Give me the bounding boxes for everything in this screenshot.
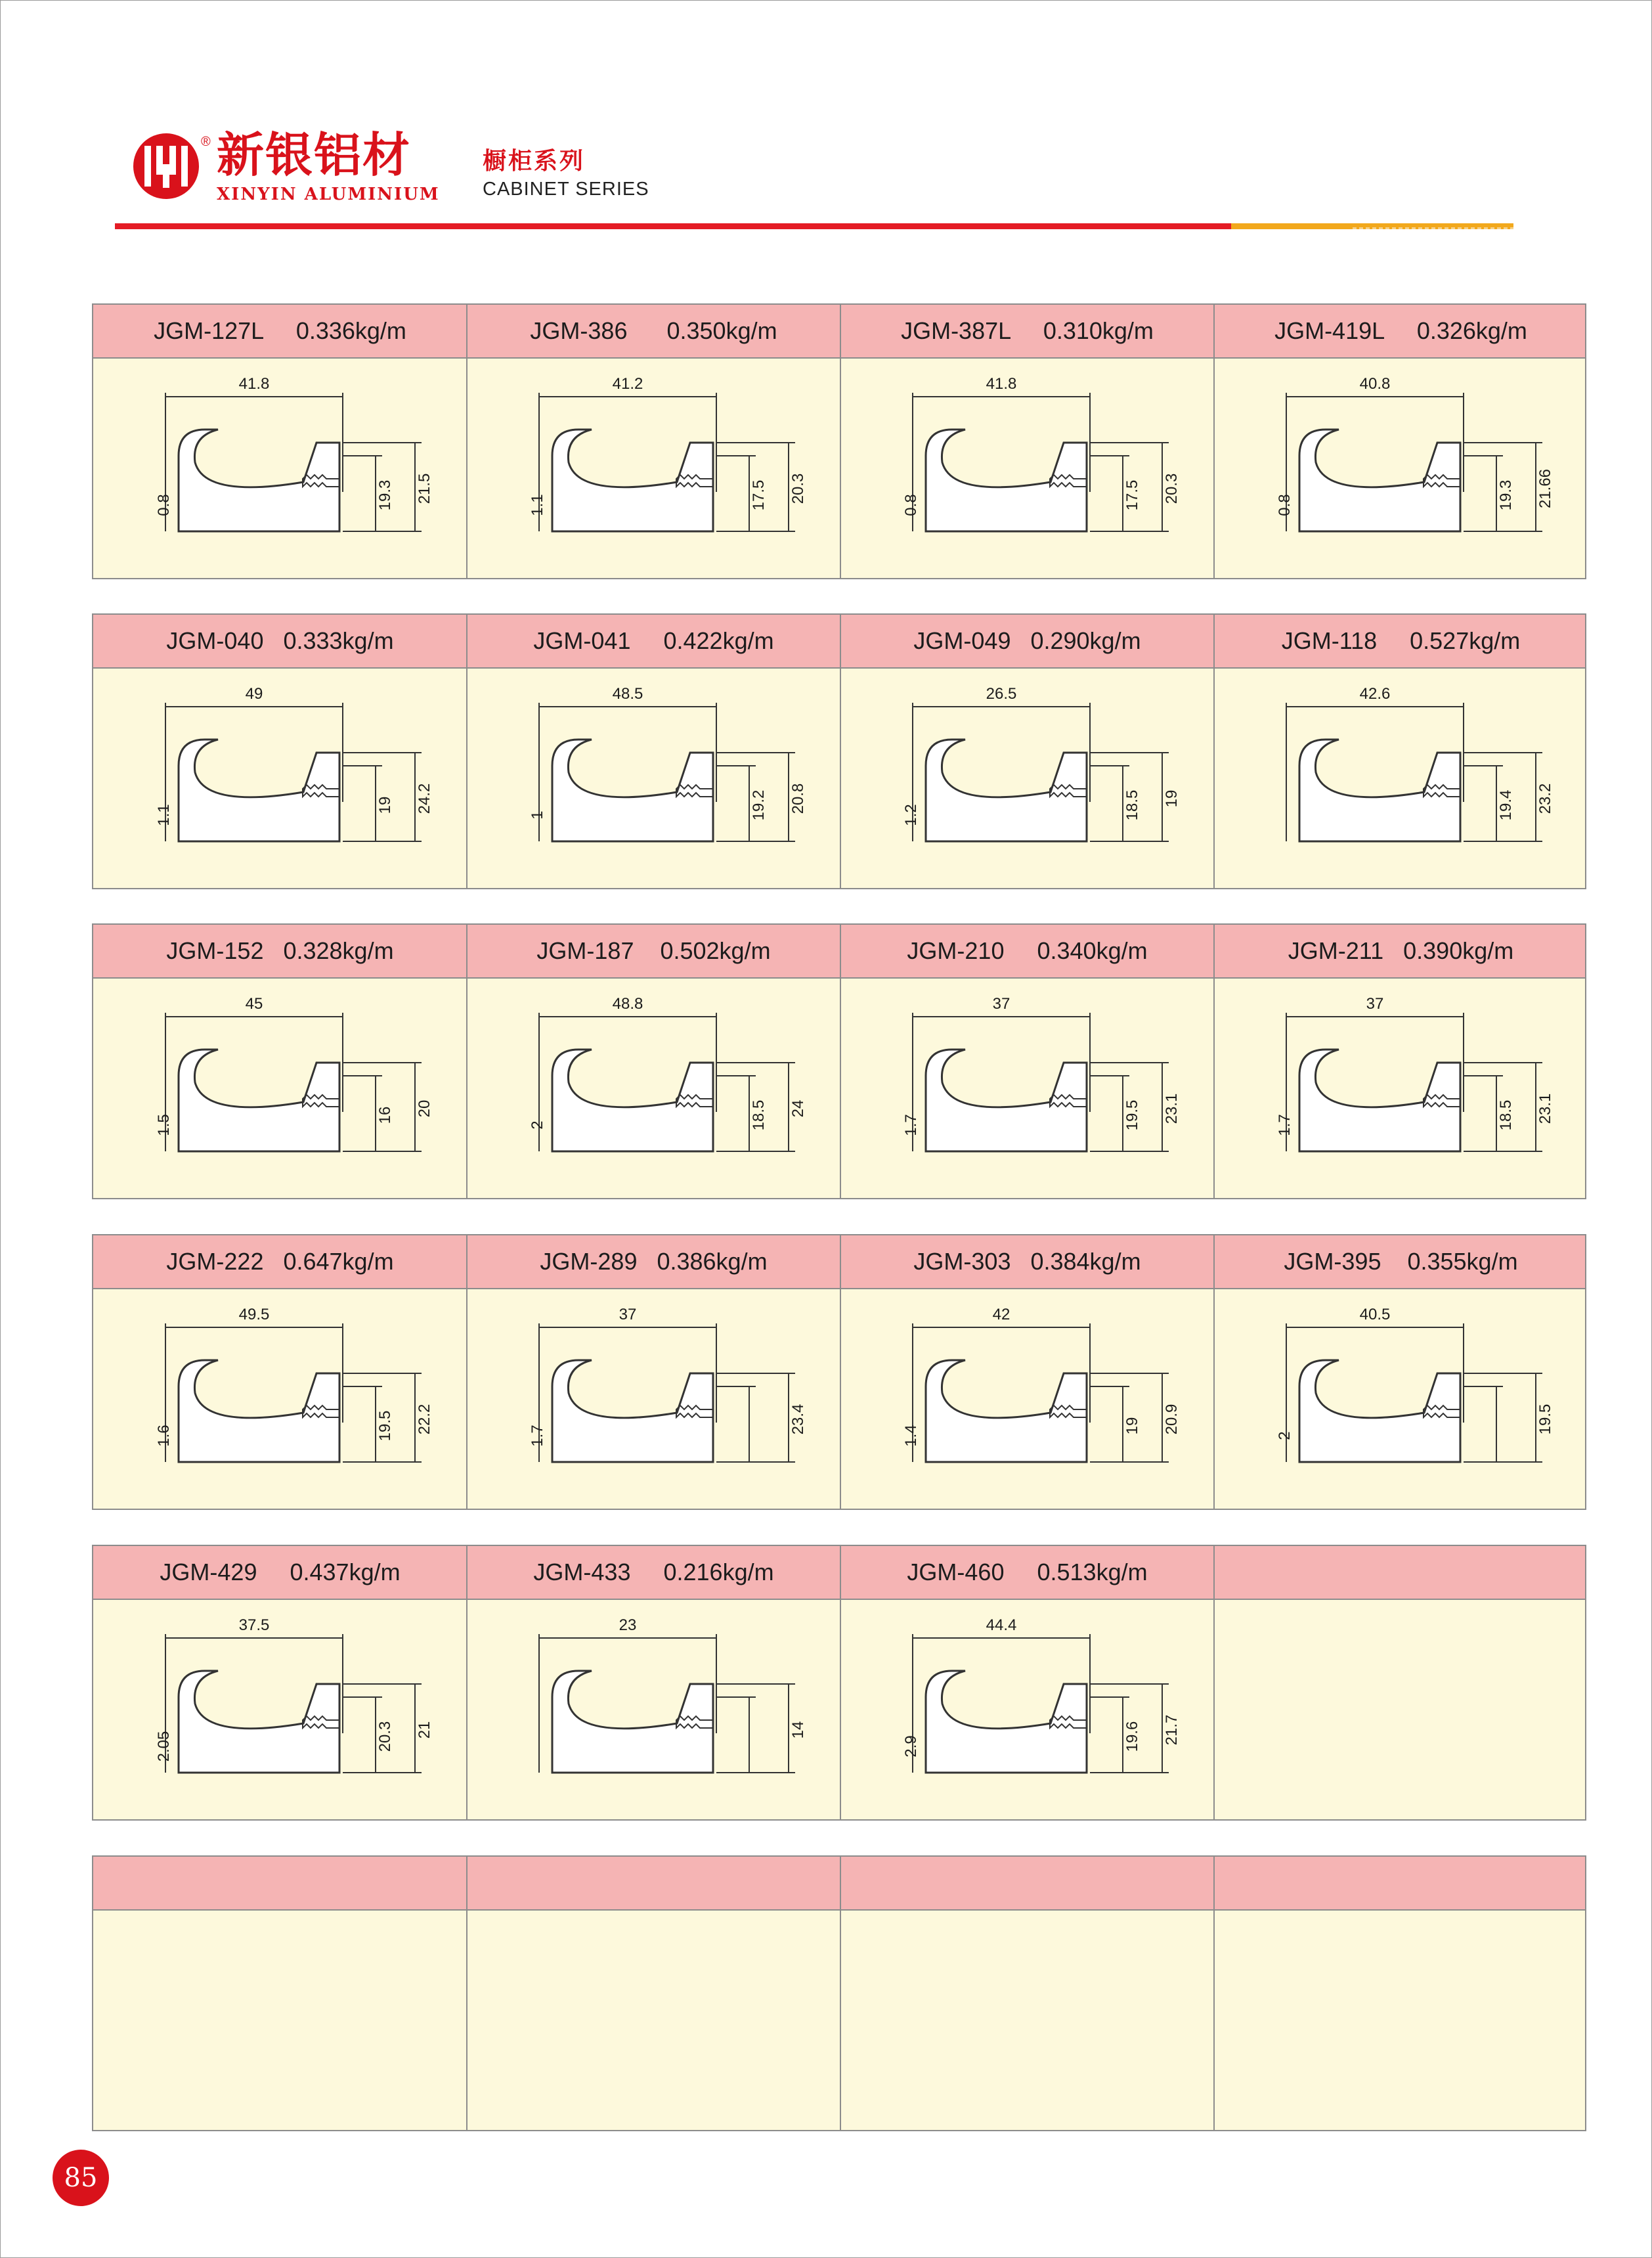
dimension-label: 19.5 <box>1536 1404 1554 1435</box>
product-row <box>92 303 1586 579</box>
profile-drawing <box>467 357 840 578</box>
dimension-label: 2.9 <box>902 1735 920 1758</box>
dimension-label: 17.5 <box>750 479 768 511</box>
product-label <box>93 1857 467 1909</box>
profile-drawing <box>840 667 1214 888</box>
product-row <box>92 923 1586 1199</box>
registered-mark: ® <box>201 135 211 149</box>
dimension-label: 24.2 <box>416 783 433 814</box>
dimension-label: 45 <box>245 995 263 1013</box>
dimension-label: 2.05 <box>155 1731 173 1762</box>
header-rule-dots <box>1353 227 1513 229</box>
profile-drawing <box>93 667 467 888</box>
dimension-label: 19.2 <box>750 789 768 821</box>
dimension-label: 1.1 <box>529 494 546 516</box>
dimension-label: 24 <box>789 1099 807 1118</box>
profile-outline <box>552 1360 713 1462</box>
dimension-label: 1.2 <box>902 804 920 826</box>
profile-drawing <box>840 1288 1214 1509</box>
header-rule-red <box>115 223 1231 229</box>
dimension-label: 49 <box>245 685 263 703</box>
product-cell <box>467 1599 840 1819</box>
dimension-label: 18.5 <box>1497 1099 1515 1131</box>
dimension-label: 14 <box>789 1721 807 1739</box>
dimension-label: 23.4 <box>789 1404 807 1435</box>
dimension-label: 1.7 <box>529 1425 546 1447</box>
brand-name-en: XINYIN ALUMINIUM <box>217 185 440 204</box>
profile-drawing <box>93 357 467 578</box>
profile-outline <box>552 1050 713 1151</box>
product-label: JGM-460 0.513kg/m <box>907 1559 1148 1585</box>
product-cell <box>840 1288 1214 1509</box>
profile-outline <box>179 1671 339 1773</box>
dimension-label: 20 <box>416 1099 433 1118</box>
product-label <box>1214 1546 1588 1599</box>
dimension-label: 18.5 <box>1123 789 1141 821</box>
dimension-label: 48.5 <box>612 685 643 703</box>
dimension-label: 37.5 <box>238 1616 270 1634</box>
profile-drawing <box>1214 357 1588 578</box>
dimension-label: 19 <box>1123 1417 1141 1435</box>
product-cell <box>840 667 1214 888</box>
profile-outline <box>179 1360 339 1462</box>
dimension-label: 17.5 <box>1123 479 1141 511</box>
product-cell <box>1214 977 1588 1198</box>
product-label: JGM-210 0.340kg/m <box>907 937 1148 964</box>
profile-drawing <box>840 977 1214 1198</box>
dimension-label: 42 <box>992 1306 1011 1323</box>
product-label: JGM-386 0.350kg/m <box>530 317 777 344</box>
dimension-label: 41.8 <box>986 375 1017 393</box>
product-label: JGM-187 0.502kg/m <box>536 937 771 964</box>
dimension-label: 0.8 <box>1276 494 1293 516</box>
dimension-label: 19 <box>1163 789 1181 808</box>
product-cell <box>1214 1599 1588 1819</box>
product-cell <box>840 977 1214 1198</box>
product-cell <box>1214 1288 1588 1509</box>
profile-outline <box>926 1360 1087 1462</box>
dimension-label: 21.5 <box>416 473 433 504</box>
product-cell <box>93 667 467 888</box>
dimension-label: 16 <box>376 1106 394 1124</box>
product-cell <box>1214 1909 1588 2130</box>
profile-drawing <box>93 1599 467 1819</box>
profile-outline <box>926 430 1087 531</box>
product-cell <box>467 1288 840 1509</box>
profile-drawing <box>840 1599 1214 1819</box>
dimension-label: 20.3 <box>789 473 807 504</box>
product-label: JGM-040 0.333kg/m <box>166 627 394 654</box>
dimension-label: 19.6 <box>1123 1721 1141 1752</box>
profile-outline <box>552 740 713 841</box>
product-cell <box>467 977 840 1198</box>
profile-outline <box>1299 1050 1460 1151</box>
product-label: JGM-429 0.437kg/m <box>160 1559 401 1585</box>
series-title-cn: 橱柜系列 <box>483 148 586 175</box>
product-label: JGM-041 0.422kg/m <box>533 627 774 654</box>
dimension-label: 0.8 <box>155 494 173 516</box>
product-cell <box>1214 357 1588 578</box>
dimension-label: 1.1 <box>155 804 173 826</box>
dimension-label: 19 <box>376 796 394 814</box>
dimension-label: 37 <box>992 995 1011 1013</box>
dimension-label: 19.3 <box>376 479 394 511</box>
profile-outline <box>926 1671 1087 1773</box>
product-label <box>840 1857 1214 1909</box>
profile-outline <box>552 1671 713 1773</box>
dimension-label: 1.7 <box>1276 1114 1293 1136</box>
dimension-label: 1.5 <box>155 1114 173 1136</box>
dimension-label: 19.3 <box>1497 479 1515 511</box>
product-cell <box>840 1909 1214 2130</box>
product-cell <box>467 1909 840 2130</box>
dimension-label: 40.8 <box>1359 375 1391 393</box>
profile-drawing <box>467 1288 840 1509</box>
product-label: JGM-387L 0.310kg/m <box>901 317 1154 344</box>
dimension-label: 41.2 <box>612 375 643 393</box>
profile-outline <box>926 740 1087 841</box>
profile-drawing <box>93 1288 467 1509</box>
profile-drawing <box>93 977 467 1198</box>
product-cell <box>840 1599 1214 1819</box>
dimension-label: 23.1 <box>1536 1093 1554 1124</box>
dimension-label: 23.1 <box>1163 1093 1181 1124</box>
product-label <box>1214 1857 1588 1909</box>
product-row <box>92 1855 1586 2131</box>
dimension-label: 21.7 <box>1163 1714 1181 1746</box>
dimension-label: 20.3 <box>1163 473 1181 504</box>
product-label: JGM-395 0.355kg/m <box>1284 1248 1518 1275</box>
product-cell <box>467 667 840 888</box>
product-cell <box>93 357 467 578</box>
product-cell <box>1214 667 1588 888</box>
product-row <box>92 1234 1586 1510</box>
profile-outline <box>179 740 339 841</box>
product-cell <box>93 1909 467 2130</box>
dimension-label: 1.4 <box>902 1425 920 1447</box>
product-label: JGM-152 0.328kg/m <box>166 937 394 964</box>
dimension-label: 49.5 <box>238 1306 270 1323</box>
product-label: JGM-049 0.290kg/m <box>913 627 1141 654</box>
product-label: JGM-419L 0.326kg/m <box>1274 317 1527 344</box>
dimension-label: 20.8 <box>789 783 807 814</box>
page-number: 85 <box>53 2150 109 2206</box>
product-label: JGM-433 0.216kg/m <box>533 1559 774 1585</box>
product-label: JGM-303 0.384kg/m <box>913 1248 1141 1275</box>
profile-drawing <box>467 977 840 1198</box>
profile-drawing <box>840 357 1214 578</box>
product-cell <box>840 357 1214 578</box>
dimension-label: 18.5 <box>750 1099 768 1131</box>
product-cell <box>93 1599 467 1819</box>
profile-outline <box>1299 430 1460 531</box>
dimension-label: 41.8 <box>238 375 270 393</box>
dimension-label: 42.6 <box>1359 685 1391 703</box>
profile-drawing <box>467 667 840 888</box>
dimension-label: 20.3 <box>376 1721 394 1752</box>
product-cell <box>93 977 467 1198</box>
profile-outline <box>179 1050 339 1151</box>
dimension-label: 1 <box>529 810 546 820</box>
product-row <box>92 613 1586 889</box>
series-title-en: CABINET SERIES <box>483 179 649 200</box>
profile-outline <box>179 430 339 531</box>
dimension-label: 23.2 <box>1536 783 1554 814</box>
profile-drawing <box>467 1599 840 1819</box>
dimension-label: 0.8 <box>902 494 920 516</box>
dimension-label: 19.5 <box>376 1410 394 1442</box>
dimension-label: 19.4 <box>1497 789 1515 821</box>
profile-drawing <box>1214 667 1588 888</box>
dimension-label: 21 <box>416 1721 433 1739</box>
product-label: JGM-211 0.390kg/m <box>1288 937 1514 964</box>
profile-outline <box>926 1050 1087 1151</box>
dimension-label: 37 <box>619 1306 637 1323</box>
profile-outline <box>552 430 713 531</box>
product-label: JGM-127L 0.336kg/m <box>154 317 406 344</box>
dimension-label: 2 <box>529 1120 546 1130</box>
brand-logo-icon <box>131 131 201 201</box>
product-label <box>467 1857 840 1909</box>
profile-outline <box>1299 740 1460 841</box>
dimension-label: 20.9 <box>1163 1404 1181 1435</box>
product-label: JGM-289 0.386kg/m <box>540 1248 768 1275</box>
profile-drawing <box>1214 1288 1588 1509</box>
product-label: JGM-222 0.647kg/m <box>166 1248 394 1275</box>
dimension-label: 44.4 <box>986 1616 1017 1634</box>
dimension-label: 37 <box>1366 995 1384 1013</box>
dimension-label: 40.5 <box>1359 1306 1391 1323</box>
dimension-label: 1.7 <box>902 1114 920 1136</box>
product-row <box>92 1545 1586 1821</box>
product-cell <box>93 1288 467 1509</box>
dimension-label: 26.5 <box>986 685 1017 703</box>
product-cell <box>467 357 840 578</box>
brand-name-cn: 新银铝材 <box>217 127 412 183</box>
dimension-label: 23 <box>619 1616 637 1634</box>
profile-drawing <box>1214 977 1588 1198</box>
product-label: JGM-118 0.527kg/m <box>1281 627 1521 654</box>
profile-outline <box>1299 1360 1460 1462</box>
dimension-label: 1.6 <box>155 1425 173 1447</box>
dimension-label: 19.5 <box>1123 1099 1141 1131</box>
dimension-label: 21.66 <box>1536 468 1554 509</box>
dimension-label: 22.2 <box>416 1404 433 1435</box>
dimension-label: 48.8 <box>612 995 643 1013</box>
dimension-label: 2 <box>1276 1431 1293 1440</box>
